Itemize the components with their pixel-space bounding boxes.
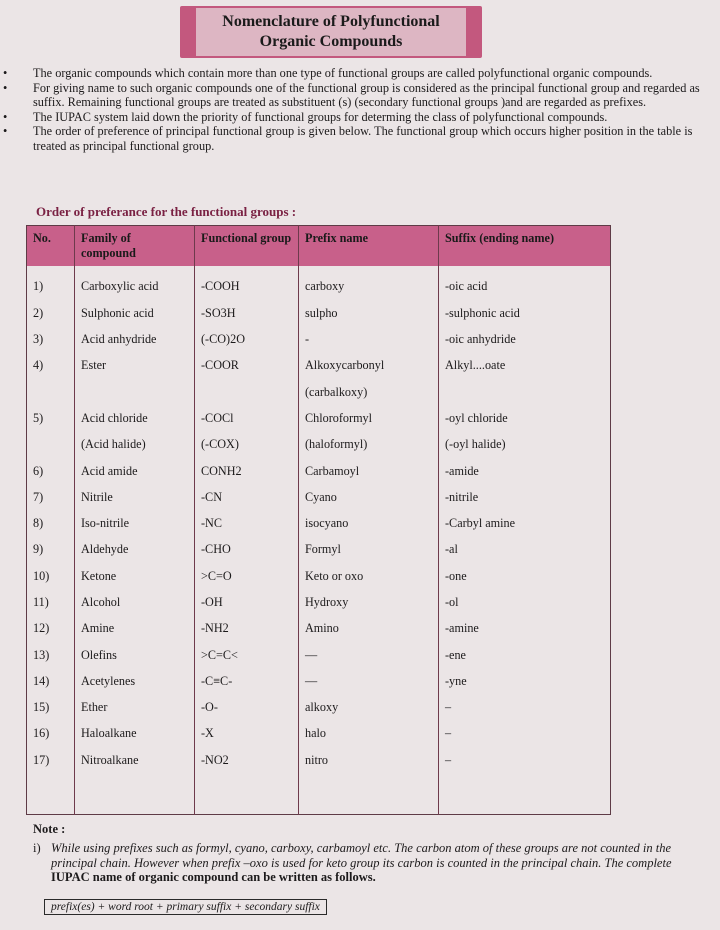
- cell-prefix: —: [299, 643, 439, 669]
- note-text-italic: While using prefixes such as formyl, cyano, carboxy, carbamoyl etc. The carbon atom of these groups are not counted in the principal chain. However when prefix –oxo is used for keto group its carbon is counted in the principal chain. The complete: [51, 841, 672, 870]
- cell-family: Acid amide: [75, 459, 195, 485]
- cell-group: -OH: [195, 590, 299, 616]
- cell-suffix: -sulphonic acid: [439, 301, 611, 327]
- functional-group-table: [26, 225, 611, 815]
- bullet-icon: •: [3, 109, 8, 124]
- cell-suffix: (-oyl halide): [439, 432, 611, 458]
- cell-group: [195, 380, 299, 406]
- empty-cell: [27, 774, 75, 815]
- page-title-line1: Nomenclature of Polyfunctional: [222, 13, 440, 30]
- cell-prefix: carboxy: [299, 266, 439, 301]
- table-row: [27, 643, 611, 669]
- cell-no: 8): [33, 516, 44, 531]
- cell-group: CONH2: [195, 459, 299, 485]
- cell-group: -NO2: [195, 748, 299, 774]
- cell-no: 12): [33, 621, 50, 636]
- cell-family: Acid anhydride: [75, 327, 195, 353]
- table-filler-row: [27, 774, 611, 815]
- cell-family: Ether: [75, 695, 195, 721]
- table-row: [27, 695, 611, 721]
- cell-prefix: nitro: [299, 748, 439, 774]
- cell-no: 17): [33, 752, 50, 767]
- cell-family: Acid chloride: [75, 406, 195, 432]
- cell-prefix: -: [299, 327, 439, 353]
- intro-paragraphs: [3, 66, 709, 154]
- table-row: [27, 669, 611, 695]
- intro-text: The IUPAC system laid down the priority of functional groups for determing the class of polyfunctional compounds.: [33, 109, 608, 124]
- cell-prefix: Keto or oxo: [299, 564, 439, 590]
- cell-no: [27, 380, 75, 406]
- cell-no: [27, 432, 75, 458]
- empty-cell: [195, 774, 299, 815]
- cell-no: 5): [33, 410, 44, 425]
- table-row: [27, 537, 611, 563]
- cell-family: Ester: [75, 353, 195, 379]
- cell-family: Alcohol: [75, 590, 195, 616]
- cell-family: Ketone: [75, 564, 195, 590]
- cell-prefix: sulpho: [299, 301, 439, 327]
- table-row: [27, 748, 611, 774]
- cell-group: -COCl: [195, 406, 299, 432]
- title-banner: [180, 6, 482, 58]
- cell-group: (-CO)2O: [195, 327, 299, 353]
- cell-prefix: —: [299, 669, 439, 695]
- cell-group: -SO3H: [195, 301, 299, 327]
- table-row: [27, 485, 611, 511]
- cell-group: (-COX): [195, 432, 299, 458]
- cell-suffix: -al: [439, 537, 611, 563]
- table-row: [27, 459, 611, 485]
- cell-group: -CHO: [195, 537, 299, 563]
- cell-suffix: -nitrile: [439, 485, 611, 511]
- cell-group: -X: [195, 721, 299, 747]
- cell-family: Nitroalkane: [75, 748, 195, 774]
- intro-paragraph: [3, 80, 709, 110]
- cell-prefix: (carbalkoxy): [299, 380, 439, 406]
- cell-suffix: -amide: [439, 459, 611, 485]
- cell-no: 4): [33, 358, 44, 373]
- bullet-icon: •: [3, 80, 8, 95]
- cell-suffix: -one: [439, 564, 611, 590]
- cell-suffix: -oyl chloride: [439, 406, 611, 432]
- table-row: [27, 301, 611, 327]
- cell-group: -C≡C-: [195, 669, 299, 695]
- header-prefix: Prefix name: [299, 226, 439, 267]
- intro-text: The order of preference of principal functional group is given below. The functional group which occurs higher position in the table is treated as principal functional group.: [33, 124, 693, 153]
- table-row: [27, 721, 611, 747]
- cell-no: 14): [33, 673, 50, 688]
- cell-suffix: –: [439, 748, 611, 774]
- cell-family: Iso-nitrile: [75, 511, 195, 537]
- cell-prefix: isocyano: [299, 511, 439, 537]
- cell-no: 16): [33, 726, 50, 741]
- table-row: [27, 590, 611, 616]
- cell-suffix: -amine: [439, 616, 611, 642]
- cell-prefix: (haloformyl): [299, 432, 439, 458]
- table-header-row: [27, 226, 611, 267]
- cell-suffix: -oic acid: [439, 266, 611, 301]
- header-no: No.: [27, 226, 75, 267]
- note-text-upright: IUPAC name of organic compound can be written as follows.: [51, 870, 376, 884]
- cell-suffix: –: [439, 695, 611, 721]
- intro-paragraph: [3, 124, 709, 153]
- cell-no: 1): [33, 279, 44, 293]
- cell-suffix: -Carbyl amine: [439, 511, 611, 537]
- table-row: [27, 327, 611, 353]
- header-family: Family of compound: [75, 226, 195, 267]
- cell-no: 10): [33, 568, 50, 583]
- cell-prefix: Cyano: [299, 485, 439, 511]
- order-heading: Order of preferance for the functional groups :: [36, 204, 297, 219]
- cell-family: Aldehyde: [75, 537, 195, 563]
- cell-prefix: halo: [299, 721, 439, 747]
- table-row: [27, 432, 611, 458]
- cell-no: 11): [33, 594, 49, 609]
- cell-group: >C=C<: [195, 643, 299, 669]
- cell-family: Sulphonic acid: [75, 301, 195, 327]
- cell-suffix: Alkyl....oate: [439, 353, 611, 379]
- table-row: [27, 616, 611, 642]
- note-section: [33, 822, 713, 885]
- cell-suffix: -ol: [439, 590, 611, 616]
- cell-suffix: [439, 380, 611, 406]
- empty-cell: [75, 774, 195, 815]
- title-inner: [196, 8, 466, 56]
- bullet-icon: •: [3, 66, 8, 80]
- cell-suffix: -ene: [439, 643, 611, 669]
- cell-no: 7): [33, 489, 44, 504]
- cell-family: (Acid halide): [75, 432, 195, 458]
- table-row: [27, 564, 611, 590]
- cell-suffix: -yne: [439, 669, 611, 695]
- cell-prefix: Carbamoyl: [299, 459, 439, 485]
- table-row: [27, 380, 611, 406]
- cell-family: Haloalkane: [75, 721, 195, 747]
- cell-suffix: –: [439, 721, 611, 747]
- cell-no: 9): [33, 542, 44, 557]
- table-row: [27, 266, 611, 301]
- cell-family: [75, 380, 195, 406]
- note-number: i): [33, 841, 41, 855]
- cell-prefix: Alkoxycarbonyl: [299, 353, 439, 379]
- cell-no: 2): [33, 305, 44, 320]
- empty-cell: [439, 774, 611, 815]
- cell-family: Olefins: [75, 643, 195, 669]
- cell-family: Carboxylic acid: [75, 266, 195, 301]
- intro-paragraph: [3, 66, 709, 81]
- table-body: [27, 266, 611, 815]
- bullet-icon: •: [3, 124, 8, 139]
- cell-group: -CN: [195, 485, 299, 511]
- cell-family: Amine: [75, 616, 195, 642]
- cell-group: -COOH: [195, 266, 299, 301]
- intro-text: The organic compounds which contain more than one type of functional groups are called polyfunctional organic compounds.: [33, 66, 653, 80]
- table-row: [27, 406, 611, 432]
- table-row: [27, 353, 611, 379]
- cell-suffix: -oic anhydride: [439, 327, 611, 353]
- cell-prefix: alkoxy: [299, 695, 439, 721]
- iupac-formula-box: prefix(es) + word root + primary suffix + secondary suffix: [44, 899, 327, 915]
- cell-group: -NH2: [195, 616, 299, 642]
- intro-paragraph: [3, 109, 709, 125]
- cell-family: Acetylenes: [75, 669, 195, 695]
- intro-text: For giving name to such organic compounds one of the functional group is considered as the principal functional group and regarded as suffix. Remaining functional groups are treated as substituent (s) (secondary functional groups )and are regarded as prefixes.: [33, 80, 700, 110]
- note-text: [33, 841, 713, 885]
- cell-no: 3): [33, 332, 44, 347]
- cell-prefix: Chloroformyl: [299, 406, 439, 432]
- empty-cell: [299, 774, 439, 815]
- cell-group: -O-: [195, 695, 299, 721]
- cell-prefix: Formyl: [299, 537, 439, 563]
- header-suffix: Suffix (ending name): [439, 226, 611, 267]
- header-group: Functional group: [195, 226, 299, 267]
- cell-prefix: Amino: [299, 616, 439, 642]
- note-label: Note :: [33, 822, 66, 836]
- cell-no: 15): [33, 700, 50, 715]
- cell-no: 6): [33, 463, 44, 478]
- cell-group: >C=O: [195, 564, 299, 590]
- cell-group: -NC: [195, 511, 299, 537]
- cell-group: -COOR: [195, 353, 299, 379]
- cell-no: 13): [33, 647, 50, 662]
- table-row: [27, 511, 611, 537]
- cell-prefix: Hydroxy: [299, 590, 439, 616]
- page-title-line2: Organic Compounds: [259, 33, 403, 50]
- cell-family: Nitrile: [75, 485, 195, 511]
